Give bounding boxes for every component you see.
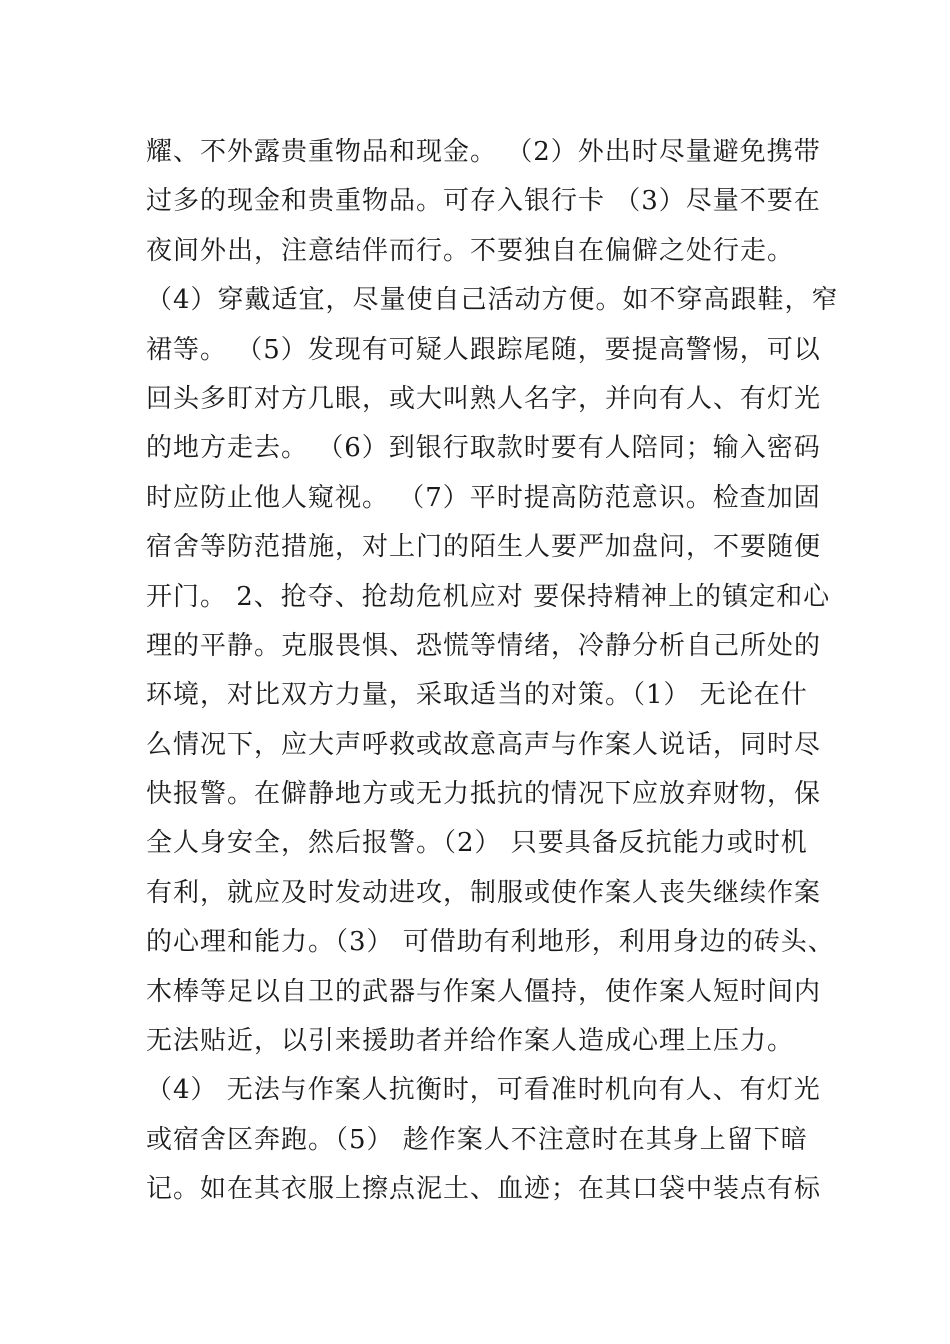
text-line: 夜间外出，注意结伴而行。不要独自在偏僻之处行走。 <box>146 235 795 266</box>
text-line: 过多的现金和贵重物品。可存入银行卡 （3）尽量不要在 <box>146 186 821 217</box>
text-line: （4） 无法与作案人抗衡时，可看准时机向有人、有灯光 <box>146 1075 821 1106</box>
text-line: 么情况下，应大声呼救或故意高声与作案人说话，同时尽 <box>146 729 822 760</box>
text-line: 环境，对比双方力量，采取适当的对策。（1） 无论在什 <box>146 680 808 711</box>
text-line: 的地方走去。 （6）到银行取款时要有人陪同；输入密码 <box>146 433 821 464</box>
text-line: 回头多盯对方几眼，或大叫熟人名字，并向有人、有灯光 <box>146 383 822 414</box>
text-line: 快报警。在僻静地方或无力抵抗的情况下应放弃财物，保 <box>146 779 822 810</box>
text-line: 时应防止他人窥视。 （7）平时提高防范意识。检查加固 <box>146 482 821 513</box>
text-line: （4）穿戴适宜，尽量使自己活动方便。如不穿高跟鞋，窄 <box>146 285 839 316</box>
text-line: 木棒等足以自卫的武器与作案人僵持，使作案人短时间内 <box>146 976 822 1007</box>
text-line: 无法贴近，以引来援助者并给作案人造成心理上压力。 <box>146 1026 795 1057</box>
text-line: 或宿舍区奔跑。（5） 趁作案人不注意时在其身上留下暗 <box>146 1124 808 1155</box>
body-text <box>146 128 846 1215</box>
text-line: 耀、不外露贵重物品和现金。 （2）外出时尽量避免携带 <box>146 137 821 167</box>
text-line: 的心理和能力。（3） 可借助有利地形，利用身边的砖头、 <box>146 927 835 958</box>
text-line: 开门。 2、抢夺、抢劫危机应对 要保持精神上的镇定和心 <box>146 581 831 612</box>
text-line: 裙等。 （5）发现有可疑人跟踪尾随，要提高警惕，可以 <box>146 334 821 365</box>
text-line: 全人身安全，然后报警。（2） 只要具备反抗能力或时机 <box>146 828 808 859</box>
text-line: 记。如在其衣服上擦点泥土、血迹；在其口袋中装点有标 <box>146 1174 822 1205</box>
text-line: 理的平静。克服畏惧、恐慌等情绪，冷静分析自己所处的 <box>146 630 822 661</box>
text-line: 有利，就应及时发动进攻，制服或使作案人丧失继续作案 <box>146 877 822 908</box>
text-line: 宿舍等防范措施，对上门的陌生人要严加盘问，不要随便 <box>146 532 822 563</box>
